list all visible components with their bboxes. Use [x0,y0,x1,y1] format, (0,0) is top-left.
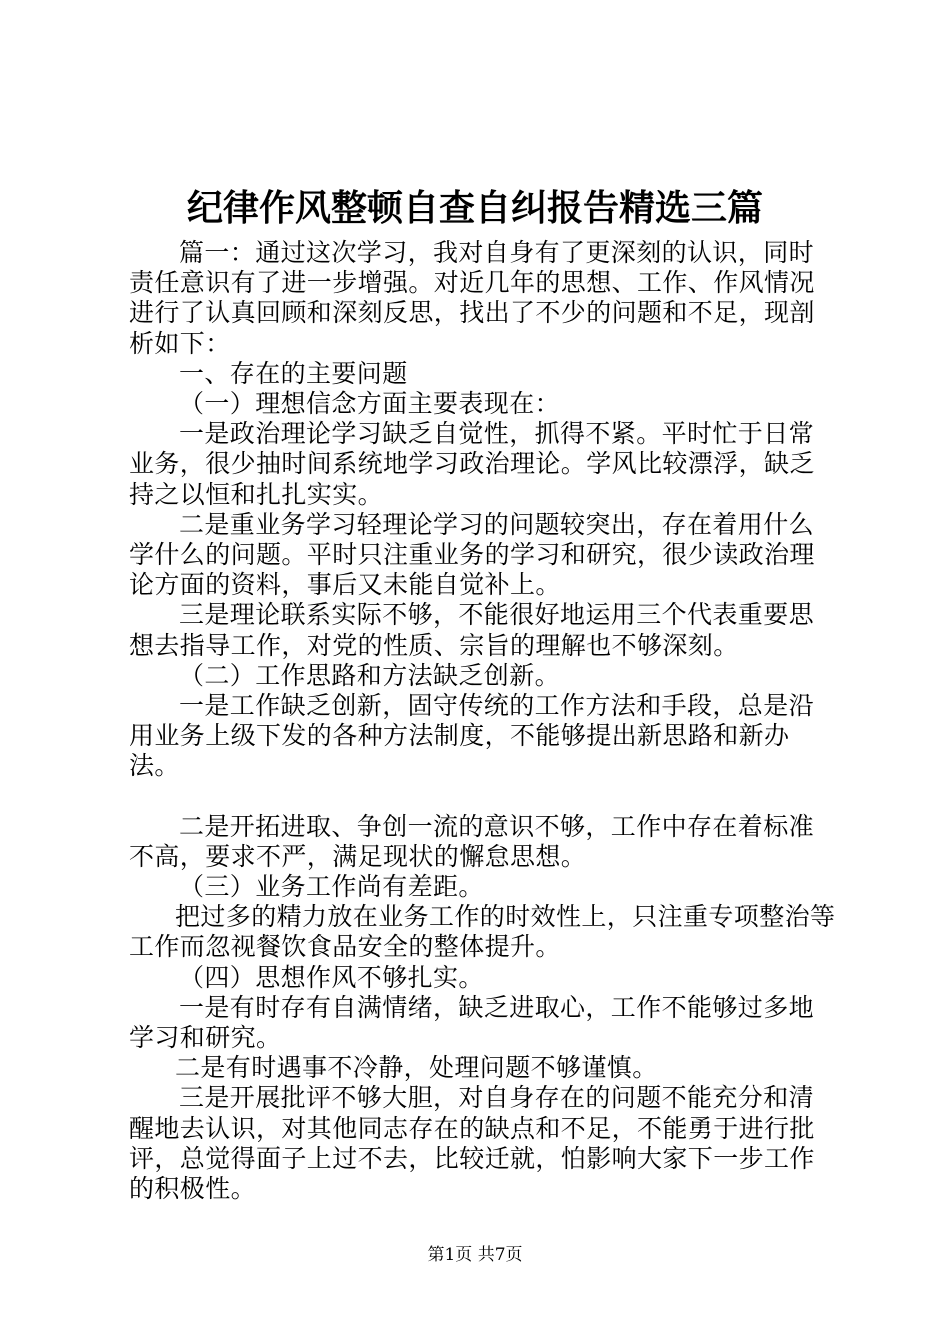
paragraph-point-3: 三是理论联系实际不够，不能很好地运用三个代表重要思想去指导工作，对党的性质、宗旨的理解也不够深刻。 [129,600,815,660]
paragraph-point-2: 二是重业务学习轻理论学习的问题较突出，存在着用什么学什么的问题。平时只注重业务的学习和研究，很少读政治理论方面的资料，事后又未能自觉补上。 [129,509,815,600]
paragraph-style-point-2: 二是有时遇事不冷静，处理问题不够谨慎。 [175,1053,658,1083]
paragraph-business-gap: 把过多的精力放在业务工作的时效性上，只注重专项整治等工作而忽视餐饮食品安全的整体提升。 [129,902,836,962]
subheading-business-gap: （三）业务工作尚有差距。 [179,872,484,902]
subheading-work-methods: （二）工作思路和方法缺乏创新。 [179,660,561,690]
paragraph-point-1: 一是政治理论学习缺乏自觉性，抓得不紧。平时忙于日常业务，很少抽时间系统地学习政治理论。学风比较漂浮，缺乏持之以恒和扎扎实实。 [129,419,815,509]
document-body [129,238,839,1204]
paragraph-style-point-3: 三是开展批评不够大胆，对自身存在的问题不能充分和清醒地去认识，对其他同志存在的缺点和不足，不能勇于进行批评，总觉得面子上过不去，比较迁就，怕影响大家下一步工作的积极性。 [129,1083,815,1204]
subheading-ideals-beliefs: （一）理想信念方面主要表现在： [179,389,561,419]
document-title: 纪律作风整顿自查自纠报告精选三篇 [186,187,763,229]
paragraph-work-point-1: 一是工作缺乏创新，固守传统的工作方法和手段，总是沿用业务上级下发的各种方法制度，不能够提出新思路和新办法。 [129,691,815,781]
page-footer: 第1页 共7页 [427,1245,523,1265]
paragraph-intro: 篇一：通过这次学习，我对自身有了更深刻的认识，同时责任意识有了进一步增强。对近几年的思想、工作、作风情况进行了认真回顾和深刻反思，找出了不少的问题和不足，现剖析如下： [129,238,815,358]
paragraph-style-point-1: 一是有时存有自满情绪，缺乏进取心，工作不能够过多地学习和研究。 [129,992,815,1053]
paragraph-work-point-2: 二是开拓进取、争创一流的意识不够，工作中存在着标准不高，要求不严，满足现状的懈怠思想。 [129,811,815,871]
section-heading-main-problems: 一、存在的主要问题 [179,358,408,388]
subheading-work-style: （四）思想作风不够扎实。 [179,962,484,992]
